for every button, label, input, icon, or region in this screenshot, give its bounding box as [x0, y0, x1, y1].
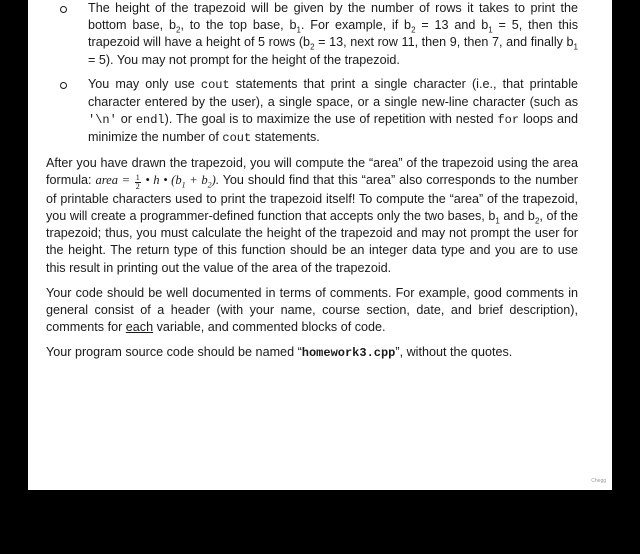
- code-cout: cout: [222, 131, 252, 146]
- bullet-cout-rule: You may only use cout statements that print a single character (i.e., that printable character entered by the user), a single space, or a single new-line character (such as '\n' or endl). The goal is to maximize the use of repetition with nested for loops and minimize the number of cout statements.: [46, 76, 578, 148]
- area-formula: area = $\frac{1}{2}$ • h • $(b_1 + b_2)$.: [95, 172, 219, 191]
- filename-code: homework3.cpp: [301, 346, 396, 361]
- bullet-circle-icon: [60, 82, 67, 89]
- filename-paragraph: Your program source code should be named “homework3.cpp”, without the quotes.: [46, 345, 513, 361]
- watermark: Chegg: [591, 478, 606, 484]
- code-endl: endl: [135, 113, 165, 128]
- requirements-list: [46, 0, 578, 148]
- area-paragraph: After you have drawn the trapezoid, you will compute the “area” of the trapezoid using the area formula: area = $\frac{1}{2}$ • h • $(b_1 + b_2)$. You should find that this “area” also corresponds to the number of printable characters used to print the trapezoid itself! To compute the “area” of the trapezoid, you will create a programmer-defined function that accepts only the two bases, $b_1$ and $b_2$, of the trapezoid; thus, you must calculate the height of the trapezoid and may not prompt the user for the height. The return type of this function should be an integer data type and you are to use this result in printing out the value of the area of the trapezoid.: [46, 155, 579, 275]
- bullet-circle-icon: [60, 6, 67, 13]
- underlined-each: each: [125, 320, 154, 335]
- code-cout: cout: [200, 77, 230, 92]
- document-page: [28, 0, 612, 490]
- comments-paragraph: Your code should be well documented in terms of comments. For example, good comments in general consist of a header (with your name, course section, date, and brief description), comments for each variable, and commented blocks of code.: [46, 285, 578, 335]
- document-content: [46, 0, 578, 371]
- bullet-height-rule: The height of the trapezoid will be given by the number of rows it takes to print the bottom base, $b_2$, to the top base, $b_1$. For example, if $b_2 = 13$ and $b_1 = 5$, then this trapezoid will have a height of 5 rows ($b_2 = 13$, next row 11, then 9, then 7, and finally $b_1 = 5$). You may not prompt for the height of the trapezoid.: [46, 0, 578, 69]
- code-newline: '\n': [88, 113, 117, 128]
- code-for: for: [497, 113, 520, 128]
- one-half-fraction: $\frac{1}{2}$: [135, 172, 140, 191]
